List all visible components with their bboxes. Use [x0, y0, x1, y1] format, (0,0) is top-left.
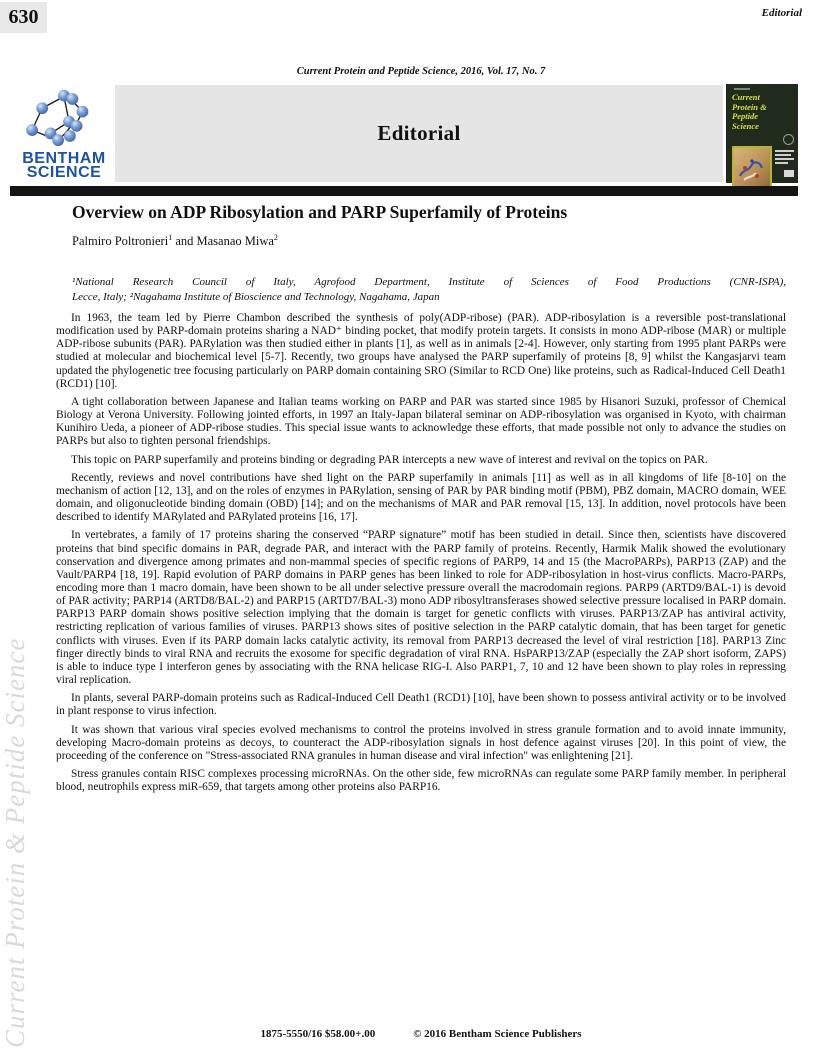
affiliation-line: ¹National Research Council of Italy, Agrofood Department, Institute of Sciences of Food Productions (CNR-ISPA),	[72, 276, 786, 289]
section-banner	[115, 85, 723, 182]
paragraph: Recently, reviews and novel contributions have shed light on the PARP superfamily in animals [11] as well as in all kingdoms of life [8-10] on the mechanism of action [12, 13], and on the roles of enzymes in PARylation, sensing of PAR by PAR binding motif (PBM), PBZ domain, MACRO domain, WEE domain, and oligonucleotide binding domain (OBD) [14]; and on the mechanisms of MAR and PAR removal [15, 13]. In addition, novel protocols have been described to identify MARylated and PARylated proteins [16, 17].	[56, 471, 786, 524]
publisher-name-line1: BENTHAM	[22, 150, 106, 167]
article-title: Overview on ADP Ribosylation and PARP Superfamily of Proteins	[72, 202, 568, 222]
section-label: Editorial	[377, 121, 461, 145]
article-authors: Palmiro Poltronieri$^1$ and Masanao Miwa$^2$	[72, 233, 278, 249]
page-number: 630	[8, 6, 39, 28]
footer-issn-price: 1875-5550/16 $58.00+.00	[260, 1028, 376, 1040]
article-affiliations	[72, 275, 786, 305]
footer-copyright: © 2016 Bentham Science Publishers	[413, 1028, 582, 1040]
paragraph: This topic on PARP superfamily and proteins binding or degrading PAR intercepts a new wave of interest and revival on the topics on PAR.	[71, 453, 708, 466]
page-number-box	[0, 2, 47, 33]
page-footer	[56, 1028, 786, 1040]
publisher-name-line2: SCIENCE	[26, 164, 102, 181]
cover-barcode	[784, 170, 794, 177]
article-body	[56, 312, 786, 799]
cover-title-line: Current	[732, 92, 760, 102]
journal-name-vertical: Current Protein & Peptide Science	[0, 637, 30, 1048]
molecule-icon	[22, 88, 106, 152]
journal-cover-thumbnail	[726, 84, 798, 183]
cover-title-line: Science	[732, 120, 759, 131]
cover-title	[732, 93, 794, 131]
header-rule	[10, 186, 798, 196]
running-head: Editorial	[761, 7, 802, 19]
paragraph: In vertebrates, a family of 17 proteins sharing the conserved “PARP signature” motif has been studied in detail. Since then, scientists have discovered proteins that bind specific domains in PAR, degrade PAR, and interact with the PARP family of proteins. Recently, Harmik Malik showed the evolutionary conservation and divergence among primates and non-mammal species of specific regions of PARP9, 14 and 15 (the MacroPARPs), PARP13 (ZAP) and the Vault/PARP4 [18, 19]. Rapid evolution of PARP domains in PARP genes has been linked to role for ADP-ribosylation in host-virus conflicts. Macro-PARPs, encoding more than 1 macro domain, have been shown to be all under selective pressure overall the macrodomain regions. PARP9 (ARTD9/BAL-1) is devoid of PAR activity; PARP14 (ARTD8/BAL-2) and PARP15 (ARTD7/BAL-3) mono ADP ribosyltransferases showed selective pressure localised in PARP domain. PARP13 PARP domain shows positive selection implying that the domain is target for genetic conflicts with viruses. PARP13/ZAP has antiviral activity, restricting replication of various families of viruses. PARP13 shows sites of positive selection in the PARP catalytic domain, that has been target for genetic conflicts with viruses. Even if its PARP domain lacks catalytic activity, its removal from PARP13 decreased the level of viral restriction [18]. PARP13 Zinc finger directly binds to viral RNA and recruits the exosome for specific degradation of viral RNA. HsPARP13/ZAP (especially the ZAP short isoform, ZAPS) is able to induce type I interferon genes by associating with the RNA helicase RIG-I. Also PARP1, 7, 10 and 12 have been shown to play roles in repressing viral replication.	[56, 529, 786, 687]
journal-citation: Current Protein and Peptide Science, 2016, Vol. 17, No. 7	[296, 66, 546, 77]
paragraph: In 1963, the team led by Pierre Chambon described the synthesis of poly(ADP-ribose) (PAR). ADP-ribosylation is a reversible post-translational modification used by PARP-domain proteins sharing a NAD⁺ binding pocket, that modify protein targets. It consists in mono ADP-ribose (MAR) or multiple ADP-ribose subunits (PAR). PARylation was then studied either in plants [1], as well as in animals [2-4]. However, only starting from 1995 plant PARPs were studied at molecular and biochemical level [5-7]. Recently, two groups have analysed the PARP superfamily of proteins [8, 9] whilst the Kangasjarvi team updated the phylogenetic tree focusing particularly on PARP domain containing SRO (Similar to RCD One) like proteins, such as Radical-Induced Cell Death1 (RCD1) [10].	[56, 312, 786, 390]
paragraph: Stress granules contain RISC complexes processing microRNAs. On the other side, few microRNAs can regulate some PARP family member. In peripheral blood, neutrophils express miR-659, that targets among other proteins also PARP16.	[56, 768, 786, 794]
publisher-logo	[16, 88, 112, 180]
article-head	[72, 202, 786, 305]
cover-issn-placeholder	[734, 88, 750, 90]
affiliation-line: Lecce, Italy; ²Nagahama Institute of Bioscience and Technology, Nagahama, Japan	[72, 291, 440, 304]
paragraph: A tight collaboration between Japanese and Italian teams working on PARP and PAR was started since 1985 by Hisanori Suzuki, professor of Chemical Biology at Verona University. Following jointed efforts, in 1997 an Italy-Japan bilateral seminar on ADP-ribosylation was organised in Kyoto, with chairman Kunihiro Ueda, a pioneer of ADP-ribose studies. This special issue wants to acknowledge these efforts, that made possible not only to advance the studies on PARPs but also to tighten personal friendships.	[56, 395, 786, 448]
paragraph: It was shown that various viral species evolved mechanisms to control the proteins involved in stress granule formation and to avoid innate immunity, developing Macro-domain proteins as decoys, to counteract the ADP-ribosylation signals in host defence against viruses [20]. In this point of view, the proceeding of the conference on "Stress-associated RNA granules in human disease and viral infection" was enlightening [21].	[56, 723, 786, 762]
paragraph: In plants, several PARP-domain proteins such as Radical-Induced Cell Death1 (RCD1) [10], have been shown to possess antiviral activity or to be involved in plant response to virus infection.	[56, 692, 786, 718]
cover-title-line: Protein & Peptide	[732, 101, 767, 121]
cover-emblem-icon	[783, 134, 794, 145]
